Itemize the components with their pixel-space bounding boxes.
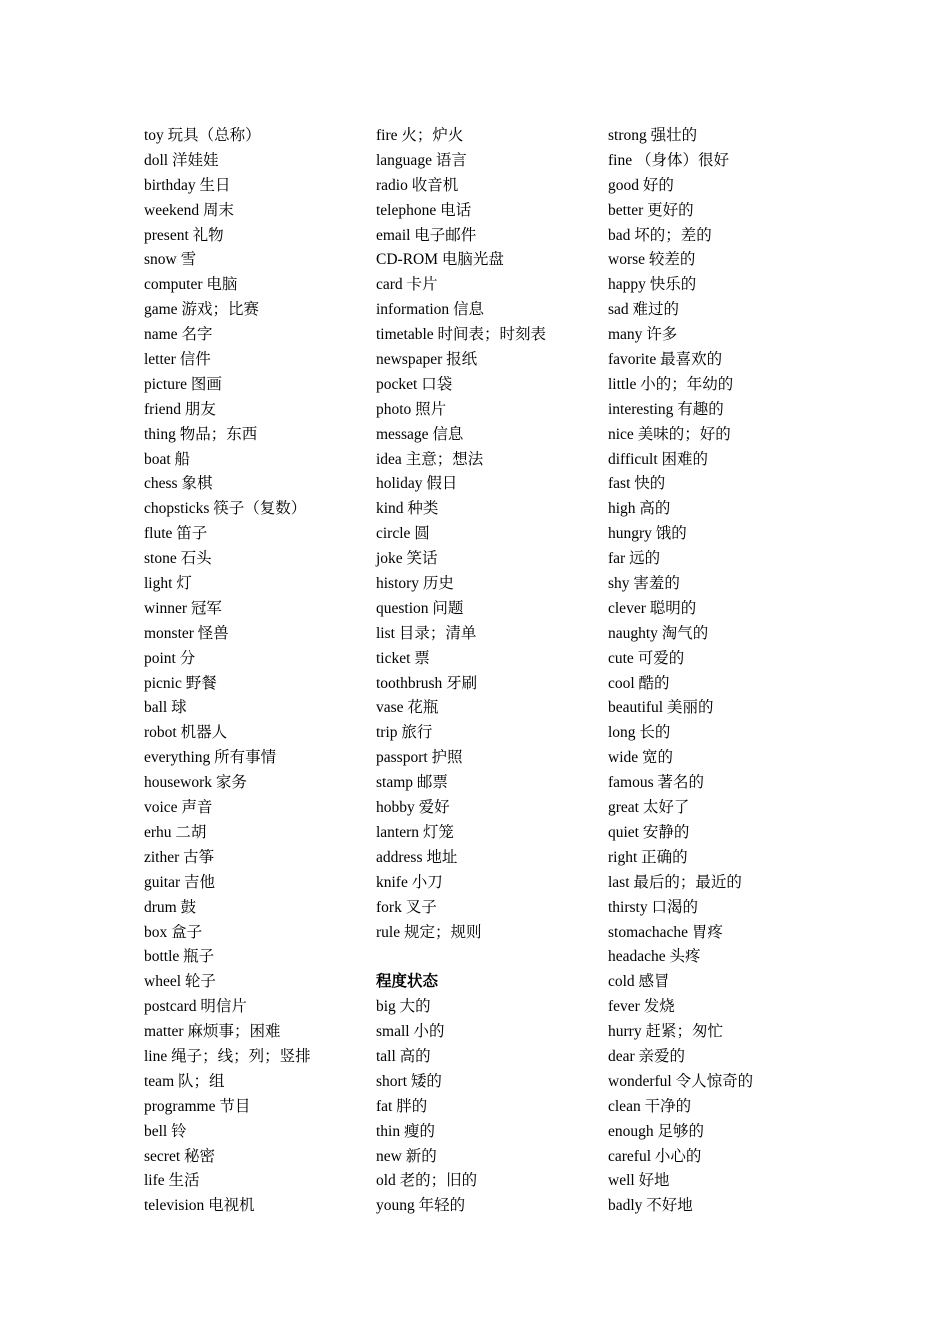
vocab-entry: new 新的	[376, 1147, 437, 1165]
vocab-entry: bottle 瓶子	[144, 948, 215, 966]
vocab-entry: game 游戏；比赛	[144, 301, 259, 319]
vocab-entry: newspaper 报纸	[376, 351, 478, 369]
vocab-entry: history 历史	[376, 575, 454, 593]
vocab-entry: snow 雪	[144, 251, 197, 269]
vocab-entry: lantern 灯笼	[376, 823, 454, 841]
vocab-entry: wide 宽的	[608, 749, 674, 767]
vocab-entry: enough 足够的	[608, 1122, 705, 1140]
vocab-entry: question 问题	[376, 599, 464, 617]
vocab-entry: housework 家务	[144, 774, 247, 792]
vocab-entry: telephone 电话	[376, 201, 472, 219]
vocab-entry: small 小的	[376, 1023, 445, 1041]
vocab-entry: passport 护照	[376, 749, 463, 767]
vocab-column-2	[376, 124, 608, 1219]
vocab-entry: chopsticks 筷子（复数）	[144, 500, 307, 518]
vocab-entry: team 队；组	[144, 1072, 225, 1090]
vocab-entry: weekend 周末	[144, 201, 234, 219]
vocab-column-1	[144, 124, 376, 1219]
vocab-entry: difficult 困难的	[608, 450, 709, 468]
vocab-entry: radio 收音机	[376, 176, 459, 194]
vocab-entry: young 年轻的	[376, 1197, 466, 1215]
blank-line	[376, 945, 608, 970]
vocab-entry: card 卡片	[376, 276, 438, 294]
vocab-entry: friend 朋友	[144, 400, 216, 418]
vocab-entry: dear 亲爱的	[608, 1047, 686, 1065]
vocab-entry: doll 洋娃娃	[144, 151, 219, 169]
vocab-entry: last 最后的；最近的	[608, 873, 742, 891]
vocab-entry: light 灯	[144, 575, 192, 593]
vocab-entry: monster 怪兽	[144, 624, 229, 642]
vocab-entry: far 远的	[608, 550, 661, 568]
vocab-entry: boat 船	[144, 450, 191, 468]
vocab-entry: hungry 饿的	[608, 525, 687, 543]
vocab-entry: fever 发烧	[608, 998, 675, 1016]
vocab-entry: clever 聪明的	[608, 599, 697, 617]
vocab-entry: zither 古筝	[144, 848, 215, 866]
vocab-entry: toothbrush 牙刷	[376, 674, 478, 692]
vocab-entry: wonderful 令人惊奇的	[608, 1072, 754, 1090]
vocab-entry: everything 所有事情	[144, 749, 277, 767]
vocab-entry: better 更好的	[608, 201, 694, 219]
vocab-entry: naughty 淘气的	[608, 624, 709, 642]
vocab-entry: winner 冠军	[144, 599, 222, 617]
vocab-entry: hobby 爱好	[376, 799, 450, 817]
vocab-entry: information 信息	[376, 301, 485, 319]
vocab-entry: little 小的；年幼的	[608, 375, 734, 393]
vocab-entry: beautiful 美丽的	[608, 699, 714, 717]
vocab-entry: bell 铃	[144, 1122, 187, 1140]
vocab-entry: stamp 邮票	[376, 774, 448, 792]
vocab-entry: secret 秘密	[144, 1147, 216, 1165]
vocab-entry: strong 强壮的	[608, 127, 698, 144]
vocab-entry: sad 难过的	[608, 301, 680, 319]
vocab-entry: fine （身体）很好	[608, 151, 729, 169]
vocab-entry: joke 笑话	[376, 550, 438, 568]
vocab-entry: fast 快的	[608, 475, 666, 493]
vocab-entry: name 名字	[144, 326, 213, 344]
vocab-entry: address 地址	[376, 848, 458, 866]
vocab-entry: fork 叉子	[376, 898, 437, 916]
vocab-entry: flute 笛子	[144, 525, 208, 543]
vocab-entry: picnic 野餐	[144, 674, 217, 692]
vocab-entry: shy 害羞的	[608, 575, 680, 593]
vocab-entry: short 矮的	[376, 1072, 442, 1090]
vocab-entry: timetable 时间表；时刻表	[376, 326, 547, 344]
vocab-entry: wheel 轮子	[144, 973, 216, 991]
vocab-entry: old 老的；旧的	[376, 1172, 478, 1190]
vocab-entry: cute 可爱的	[608, 649, 685, 667]
vocab-entry: letter 信件	[144, 351, 211, 369]
vocab-entry: many 许多	[608, 326, 678, 344]
vocab-entry: ball 球	[144, 699, 187, 717]
vocab-entry: line 绳子；线；列；竖排	[144, 1047, 311, 1065]
vocab-entry: well 好地	[608, 1172, 670, 1190]
vocab-entry: fire 火；炉火	[376, 127, 464, 144]
vocab-entry: trip 旅行	[376, 724, 433, 742]
vocab-entry: toy 玩具（总称）	[144, 127, 261, 144]
vocab-entry: famous 著名的	[608, 774, 705, 792]
vocab-entry: ticket 票	[376, 649, 430, 667]
vocab-column-3	[608, 124, 840, 1219]
vocab-entry: life 生活	[144, 1172, 200, 1190]
vocab-entry: right 正确的	[608, 848, 688, 866]
vocab-entry: high 高的	[608, 500, 671, 518]
vocab-entry: list 目录；清单	[376, 624, 477, 642]
vocab-entry: quiet 安静的	[608, 823, 690, 841]
vocab-entry: robot 机器人	[144, 724, 228, 742]
vocab-entry: present 礼物	[144, 226, 224, 244]
vocab-entry: television 电视机	[144, 1197, 255, 1215]
vocab-entry: thirsty 口渴的	[608, 898, 698, 916]
vocab-entry: big 大的	[376, 998, 431, 1016]
vocab-entry: guitar 吉他	[144, 873, 216, 891]
vocab-entry: careful 小心的	[608, 1147, 702, 1165]
vocab-entry: nice 美味的；好的	[608, 425, 731, 443]
vocab-entry: erhu 二胡	[144, 823, 207, 841]
vocab-entry: stone 石头	[144, 550, 212, 568]
vocab-entry: photo 照片	[376, 400, 447, 418]
vocab-entry: circle 圆	[376, 525, 430, 543]
vocab-entry: language 语言	[376, 151, 467, 169]
vocab-entry: knife 小刀	[376, 873, 443, 891]
vocab-entry: great 太好了	[608, 799, 690, 817]
vocab-entry: voice 声音	[144, 799, 213, 817]
vocab-entry: box 盒子	[144, 923, 203, 941]
vocab-entry: favorite 最喜欢的	[608, 351, 723, 369]
vocab-entry: good 好的	[608, 176, 674, 194]
vocab-entry: drum 鼓	[144, 898, 197, 916]
vocab-entry: clean 干净的	[608, 1097, 692, 1115]
vocab-entry: programme 节目	[144, 1097, 251, 1115]
vocab-entry: tall 高的	[376, 1047, 431, 1065]
vocab-entry: cold 感冒	[608, 973, 670, 991]
vocab-entry: thing 物品；东西	[144, 425, 258, 443]
vocab-entry: cool 酷的	[608, 674, 670, 692]
vocab-entry: interesting 有趣的	[608, 400, 724, 418]
vocab-entry: fat 胖的	[376, 1097, 428, 1115]
vocab-entry: worse 较差的	[608, 251, 696, 269]
vocab-entry: picture 图画	[144, 375, 222, 393]
vocab-entry: long 长的	[608, 724, 671, 742]
vocab-entry: matter 麻烦事；困难	[144, 1023, 281, 1041]
vocab-entry: happy 快乐的	[608, 276, 697, 294]
vocab-entry: computer 电脑	[144, 276, 238, 294]
vocab-entry: CD-ROM 电脑光盘	[376, 251, 504, 269]
vocab-entry: idea 主意；想法	[376, 450, 484, 468]
vocab-entry: vase 花瓶	[376, 699, 439, 717]
vocab-entry: postcard 明信片	[144, 998, 247, 1016]
vocab-entry: bad 坏的；差的	[608, 226, 712, 244]
vocab-entry: headache 头疼	[608, 948, 701, 966]
vocab-entry: chess 象棋	[144, 475, 213, 493]
vocab-entry: thin 瘦的	[376, 1122, 435, 1140]
vocab-entry: kind 种类	[376, 500, 439, 518]
vocab-entry: stomachache 胃疼	[608, 923, 723, 941]
vocab-entry: rule 规定；规则	[376, 923, 482, 941]
vocab-entry: pocket 口袋	[376, 375, 453, 393]
section-heading: 程度状态	[376, 973, 439, 991]
vocab-entry: holiday 假日	[376, 475, 458, 493]
vocab-entry: hurry 赶紧；匆忙	[608, 1023, 723, 1041]
vocab-entry: badly 不好地	[608, 1197, 693, 1215]
vocab-entry: email 电子邮件	[376, 226, 477, 244]
vocab-entry: message 信息	[376, 425, 464, 443]
vocab-entry: point 分	[144, 649, 196, 667]
vocab-entry: birthday 生日	[144, 176, 231, 194]
